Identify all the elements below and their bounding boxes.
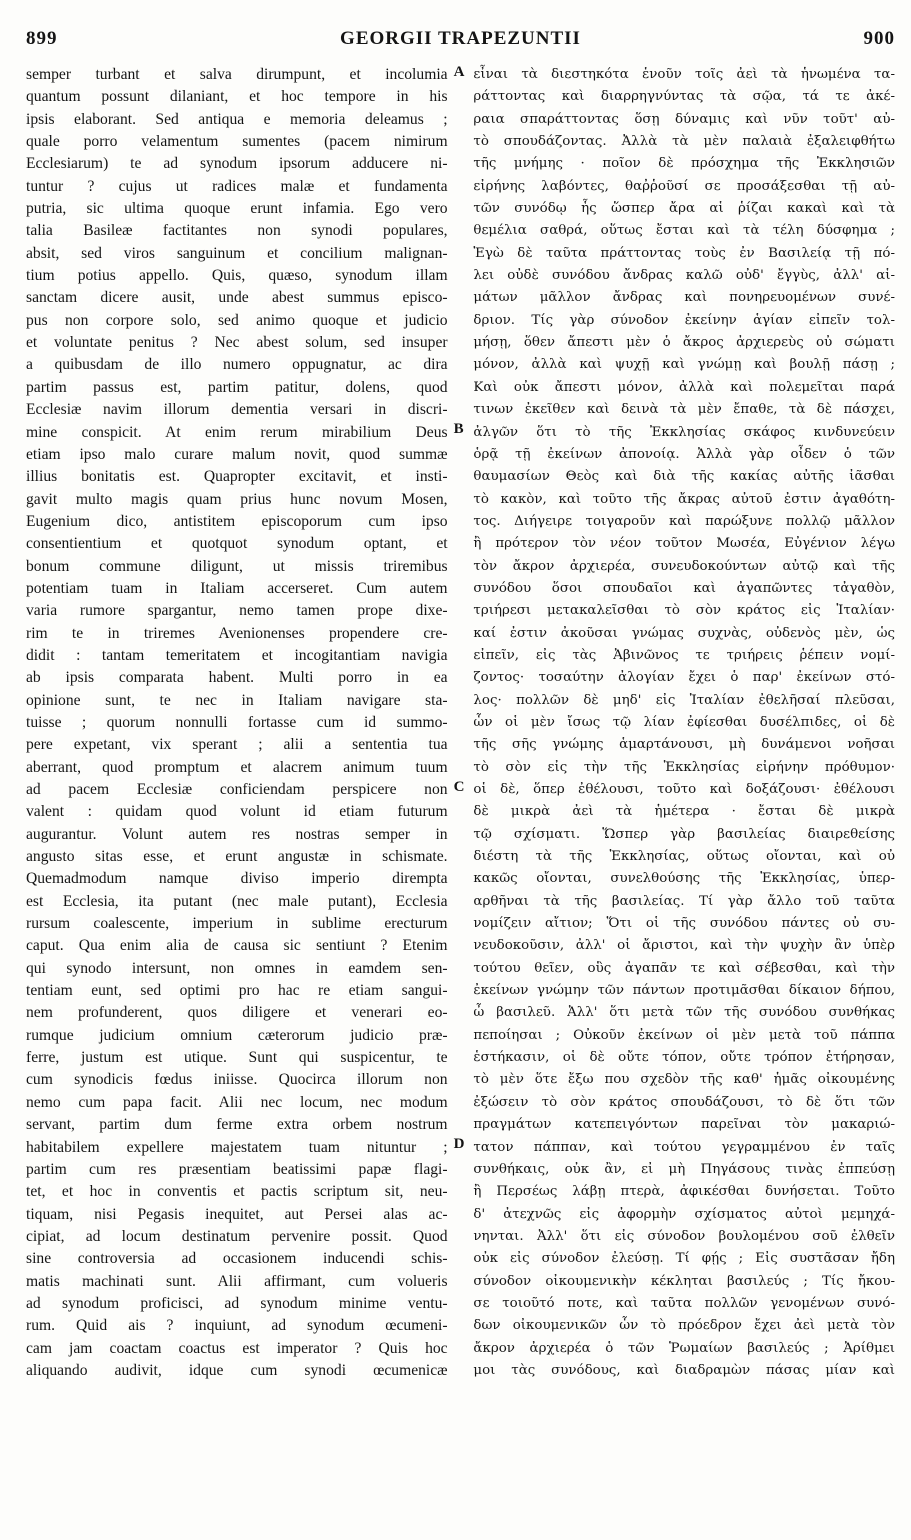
greek-text-line: ἄκρον ἀρχιερέα ὁ τῶν Ῥωμαίων βασιλεύς ; Ἀρίθμει [473,1340,895,1356]
greek-text-line: μήσῃ, ὅθεν ἄπεστι μὲν ὁ ἄκρος ἀρχιερεὺς οὐ σώματι [473,335,895,351]
latin-text-line: tium potius appello. Quis, quæso, synodum illam [26,267,448,285]
greek-text-line: πραγμάτων κατεπειγόντων παρεῖναι τὸν μακαριώ- [473,1117,895,1133]
latin-text-line: talia Basileæ factitantes non synodi populares, [26,222,448,240]
greek-text-line: εἰρήνης λαβόντες, θαῤῥοῦσί σε προσάξεσθαι τῇ αὐ- [473,178,895,194]
latin-text-line: servant, partim dum ferme extra orbem nostrum [26,1116,448,1134]
greek-text-line: τινων ἐκεῖθεν καὶ δεινὰ τὰ μὲν ἔπαθε, τὰ δὲ πάσχει, [473,402,895,418]
latin-text-line: illius bonitatis est. Quapropter excitavit, et insti- [26,468,448,486]
latin-text-line: pere expetant, vix sperant ; alii a sententia tua [26,736,448,754]
greek-text-line: αρθῆναι τὰ τῆς βασιλείας. Τί γὰρ ἄλλο τοῦ ταῦτα [473,893,895,909]
greek-text-line: συνόδου ὅσοι σπουδαῖοι καὶ ἀγαπῶντες τἀγαθὸν, [473,580,895,596]
greek-column [473,64,895,1534]
latin-text-line: potentiam tuam in Italiam accerseret. Cum autem [26,579,448,597]
greek-text-line: ἐξώσειν τὸ σὸν κράτος σπουδάζουσι, τὸ δὲ ὅτι τῶν [473,1094,895,1110]
greek-text-line: τούτου θεῖεν, οὓς ἀγαπᾶν τε καὶ σέβεσθαι, καὶ τὴν [473,960,895,976]
latin-text-line: quantum possunt dilaniant, et hoc tempore in his [26,88,448,106]
section-marker-a: A [453,64,465,80]
greek-text-line: ὧν οἱ μὲν ἴσως τῷ λίαν ἐφίεσθαι δυσέλπιδες, οἱ δὲ [473,714,895,730]
latin-text-line: Ecclesiarum) te ad synodum ipsorum adducere ni- [26,155,448,173]
latin-text-line: sanctam dicere ausit, unde abest summus episco- [26,289,448,307]
latin-text-line: ad synodum proficisci, ad synodum minime ventu- [26,1294,448,1312]
greek-text-line: τῶν συνόδῳ ἧς ὥσπερ ἄρα αἱ ῥίζαι κακαὶ καὶ τὰ [473,201,895,217]
latin-text-line: habitabilem expellere majestatem tuam nituntur ; [26,1138,448,1156]
greek-text-line: συνθήκαις, οὐκ ἂν, εἰ μὴ Πηγάσους τινὰς ἐππεύσῃ [473,1161,895,1177]
greek-text-line: μάτων μᾶλλον ἄνδρας καὶ πονηρευομένων συνέ- [473,290,895,306]
latin-text-line: tuntur ? cujus ut radices malæ et fundamenta [26,177,448,195]
greek-text-line: θαυμασίων Θεὸς καὶ διὰ τῆς κακίας αὐτῆς ἰᾶσθαι [473,469,895,485]
greek-text-line: ἢ Περσέως λάβῃ πτερὰ, ἀφικέσθαι δυνήσεται. Τοῦτο [473,1184,895,1200]
greek-text-line: μοι τὰς συνόδους, καὶ διαδραμὼν πάσας μίαν καὶ [473,1362,895,1378]
greek-text-line: ἢ πρότερον τὸν νέον τοῦτον Μωσέα, Εὐγένιον λέγω [473,536,895,552]
latin-text-line: opinione sunt, te nec in Italiam navigare sta- [26,691,448,709]
latin-text-line: didit : tantam temeritatem et incogitantiam navigia [26,646,448,664]
greek-text-line: τὸ σπουδάζοντας. Ἀλλὰ τὰ μὲν παλαιὰ ἐξαλειφθήτω [473,134,895,150]
section-marker-c: C [453,779,465,795]
greek-text-line: εἶναι τὰ διεστηκότα ἑνοῦν τοῖς ἀεὶ τὰ ἡνωμένα τα- [473,67,895,82]
latin-text-line: ad pacem Ecclesiæ conficiendam perspicere non [26,781,448,798]
greek-text-line: ὦ βασιλεῦ. Ἀλλ' ὅτι μετὰ τῶν τῆς συνόδου συνθήκας [473,1005,895,1021]
latin-text-line: ab ipsis comparata habent. Multi porro in ea [26,669,448,687]
latin-text-line: est Ecclesia, ita putant (nec male putant), Ecclesia [26,892,448,910]
greek-text-line: ράττοντας καὶ διαρρηγνύντας τὰ σῷα, τά τε ἀκέ- [473,89,895,105]
latin-text-line: augurantur. Volunt autem res nostras semper in [26,825,448,843]
greek-text-line: ζοντος· τοσαύτην ἀλογίαν ἔχει ὁ παρ' ἐκείνων στό- [473,670,895,686]
greek-text-line: λει οὐδὲ συνόδου ἄνδρας καλῶ οὐδ' ἔγγὺς, ἀλλ' αἱ- [473,268,895,284]
greek-text-line: κακῶς οἴονται, συνελθούσης τῆς Ἐκκλησίας, ὑπερ- [473,871,895,887]
latin-text-line: rim te in triremes Avenionenses propendere cre- [26,624,448,642]
greek-text-line: δριον. Τίς γὰρ σύνοδον ἐκείνην ἁγίαν εἰπεῖν τολ- [473,312,895,328]
latin-text-line: pus non corpore solo, sed animo quoque et judicio [26,311,448,329]
greek-text-line: θεμέλια σαθρά, οὕτως ἔσται καὶ τὰ τέλη δύσφημα ; [473,223,895,239]
greek-text-line: Καὶ οὐκ ἄπεστι μόνον, ἀλλὰ καὶ πολεμεῖται παρά [473,379,895,395]
latin-text-line: etiam ipso malo curare malum novit, quod summæ [26,445,448,463]
greek-text-line: τὸ κακὸν, καὶ τοῦτο τῆς ἄκρας αὐτοῦ ἐστιν ἀγαθότη- [473,491,895,507]
latin-text-line: ipsis elaborant. Sed antiqua e memoria deleamus ; [26,110,448,128]
latin-text-line: matis machinati sunt. Alii affirmant, cum volueris [26,1272,448,1290]
latin-text-line: rursum coalescente, imperium in sublime erecturum [26,915,448,933]
latin-text-line: Ecclesiæ navim illorum dementia versari in discri- [26,401,448,419]
greek-text-line: τῆς μνήμης · ποῖον δὲ πρόσχημα τῆς Ἐκκλησιῶν [473,156,895,172]
latin-text-line: tentiam eunt, sed optimi pro hac re etiam sangui- [26,982,448,1000]
greek-text-line: πεποίησαι ; Οὐκοῦν ἐκείνων οἱ μὲν μετὰ τοῦ πάππα [473,1027,895,1043]
section-marker-d: D [453,1136,465,1152]
latin-text-line: gavit multo magis quam prius hunc novum Mosen, [26,490,448,508]
latin-text-line: cam jam coactam coactus est imperator ? Quis hoc [26,1339,448,1357]
latin-text-line: angusto sitas esse, et erunt angustæ in schismate. [26,848,448,866]
latin-text-line: cum synodicis fœdus iniisse. Quocirca illorum non [26,1071,448,1089]
latin-text-line: a quibusdam de illo numero oppugnatur, ac dira [26,356,448,374]
latin-text-line: ferre, justum est utique. Sunt qui suspicentur, te [26,1049,448,1067]
latin-text-line: nem profunderent, quos diligere et venerari eo- [26,1004,448,1022]
greek-text-line: οὐκ εἰς σύνοδον ἐλεύσῃ. Τί φῄς ; Εἰς συστᾶσαν ἤδη [473,1251,895,1267]
greek-text-line: ἐκείνων γνώμην τῶν πάντων προτιμᾶσθαι δίκαιον δήπου, [473,983,895,999]
latin-text-line: rum. Quid ais ? inquiunt, ad synodum œcumeni- [26,1317,448,1335]
greek-text-line: τατον πάππαν, καὶ τούτου γεγραμμένου ἐν ταῖς [473,1139,895,1155]
greek-text-line: σύνοδον οἰκουμενικὴν κέκληται βασιλεύς ; Τίς ἤκου- [473,1273,895,1289]
greek-text-line: ὁρᾷ τῇ ἐκείνων ἀπονοίᾳ. Ἀλλὰ γὰρ οἶδεν ὁ τῶν [473,446,895,462]
greek-text-line: σε τοιοῦτό ποτε, καὶ ταῦτα πολλῶν γενομένων συνό- [473,1295,895,1311]
latin-text-line: tet, et hoc in conventis et pactis scriptum sit, neu- [26,1183,448,1201]
latin-text-line: mine conspicit. At enim rerum mirabilium Deus [26,423,448,441]
running-header [26,28,895,64]
right-page-number: 900 [863,28,895,49]
latin-text-line: aberrant, quod promptum et alacrem animum tuum [26,758,448,776]
latin-text-line: et voluntate penitus ? Nec abest solum, sed insuper [26,334,448,352]
greek-text-line: δ' ἀτεχνῶς εἰς ἀφορμὴν σχίσματος αὐτοὶ μεμηχά- [473,1206,895,1222]
latin-text-line: quale porro velamentum sumentes (pacem nimirum [26,133,448,151]
latin-text-line: rumque judicium omnium cæterorum judicio præ- [26,1026,448,1044]
running-title: GEORGII TRAPEZUNTII [340,28,581,49]
left-page-number: 899 [26,28,58,49]
latin-text-line: absit, sed viros sanguinum et concilium malignan- [26,244,448,262]
greek-text-line: οἱ δὲ, ὅπερ ἐθέλουσι, τοῦτο καὶ δοξάζουσι· ἐθέλουσι [473,782,895,797]
latin-text-line: caput. Qua enim alia de causa sic sentiunt ? Etenim [26,937,448,955]
latin-text-line: cipiat, ad locum destinatum pervenire possit. Quod [26,1227,448,1245]
greek-text-line: τῷ σχίσματι. Ὥσπερ γὰρ βασιλείας διαιρεθείσης [473,826,895,842]
greek-text-line: λος· πολλῶν δὲ μηδ' εἰς Ἰταλίαν ἐθελῆσαί πλεῦσαι, [473,692,895,708]
greek-text-line: τὸ σὸν εἰς τὴν τῆς Ἐκκλησίας εἰρήνην πρόθυμον· [473,759,895,775]
greek-text-line: ἀλγῶν ὅτι τὸ τῆς Ἐκκλησίας σκάφος κινδυνεύειν [473,424,895,440]
greek-text-line: δων οἰκουμενικῶν ὧν τὸ πρόεδρον ἔχει ἀεὶ μετὰ τὸν [473,1318,895,1334]
latin-text-line: putria, sic ultima quoque erunt infamia. Ego vero [26,200,448,218]
greek-text-line: διέστη τὰ τῆς Ἐκκλησίας, οὕτως οἴονται, καὶ οὐ [473,849,895,865]
greek-text-line: τῆς σῆς γνώμης ἁμαρτάνουσι, μὴ δυνάμενοι νοῆσαι [473,737,895,753]
greek-text-line: Ἐγὼ δὲ ταῦτα πράττοντας τοὺς ἐν Βασιλείᾳ τῇ πό- [473,245,895,261]
latin-text-line: nemo cum papa facit. Alii nec locum, nec modum [26,1093,448,1111]
greek-text-line: δὲ μικρὰ ἀεὶ τὰ ἡμέτερα · ἔσται δὲ μικρὰ [473,804,895,820]
latin-text-line: tiquam, nisi Pegasis inequitet, aut Persei alas ac- [26,1205,448,1223]
latin-text-line: aliquando audivit, idque cum synodi œcumenicæ [26,1361,448,1379]
two-column-body [26,64,895,1534]
latin-column [26,64,448,1534]
latin-text-line: varia rumore spargantur, nemo tamen prope dixe- [26,602,448,620]
greek-text-line: τὸ μὲν ὅτε ἔξω που σχεδὸν τῆς καθ' ἡμᾶς οἰκουμένης [473,1072,895,1088]
latin-text-line: qui synodo intersunt, non omnes in eamdem sen- [26,959,448,977]
greek-text-line: μόνον, ἀλλὰ καὶ ψυχῇ καὶ γνώμῃ καὶ βουλῇ πάσῃ ; [473,357,895,373]
greek-text-line: καί ἐστιν ἀκοῦσαι γνώμας συχνὰς, οὐδενὸς μὲν, ὡς [473,625,895,641]
greek-text-line: νηνται. Ἀλλ' ὅτι εἰς σύνοδον βουλομένου σοῦ ἐλθεῖν [473,1228,895,1244]
latin-text-line: tuisse ; quorum nonnulli fortasse cum id summo- [26,713,448,731]
greek-text-line: τριήρεσι μετακαλεῖσθαι τὸ σὸν κράτος εἰς Ἰταλίαν· [473,603,895,619]
greek-text-line: εἰπεῖν, εἰς τὰς Ἀβινῶνος τε τριήρεις ῥέπειν νομί- [473,647,895,663]
greek-text-line: τὸν ἄκρον ἀρχιερέα, συνευδοκούντων αὐτῷ καὶ τῆς [473,558,895,574]
section-marker-b: B [453,421,464,437]
greek-text-line: νευδοκοῦσιν, ἀλλ' οἱ ἄριστοι, καὶ τὴν ψυχὴν ἂν ὑπὲρ [473,938,895,954]
greek-text-line: ἑστήκασιν, οἱ δὲ οὔτε τόπον, οὔτε τρόπον ἐτήρησαν, [473,1050,895,1066]
latin-text-line: Eugenium dico, antistitem episcoporum cum ipso [26,512,448,530]
latin-text-line: semper turbant et salva dirumpunt, et incolumia [26,66,448,83]
latin-text-line: consentientium et quotquot synodum optant, et [26,535,448,553]
latin-text-line: sine controversia ad occasionem inducendi schis- [26,1250,448,1268]
latin-text-line: Quemadmodum namque diviso imperio dirempta [26,870,448,888]
greek-text-line: ραια σπαράττοντας ὅσῃ δύναμις καὶ νῦν τοῦτ' αὐ- [473,111,895,127]
column-gutter [448,64,474,1534]
latin-text-line: valent : quidam quod volunt id etiam futurum [26,803,448,821]
latin-text-line: bonum commune diligunt, ut missis triremibus [26,557,448,575]
latin-text-line: partim passus est, partim patitur, dolens, quod [26,378,448,396]
latin-text-line: partim cum res præsentiam beatissimi papæ flagi- [26,1160,448,1178]
greek-text-line: τος. Διήγειρε τοιγαροῦν καὶ παρώξυνε πολλῷ μᾶλλον [473,513,895,529]
greek-text-line: νομίζειν αἴτιον; Ὅτι οἱ τῆς συνόδου πάντες οὐ συ- [473,916,895,932]
